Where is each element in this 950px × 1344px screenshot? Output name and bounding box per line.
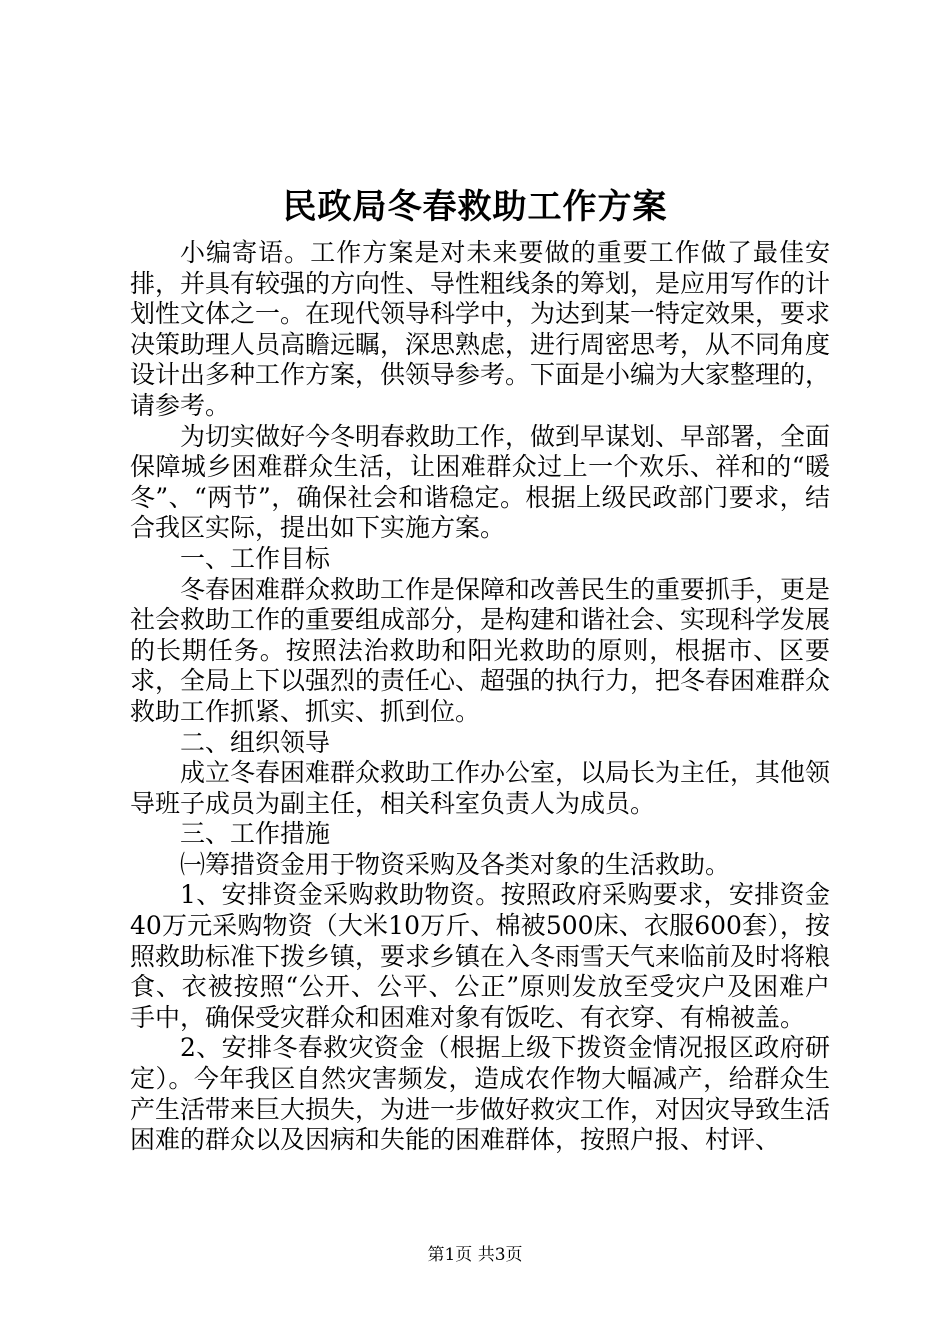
subsection-heading-funds: ㈠筹措资金用于物资采购及各类对象的生活救助。: [180, 849, 731, 879]
document-title: 民政局冬春救助工作方案: [282, 187, 668, 227]
paragraph-measure-2: 2、安排冬春救灾资金（根据上级下拨资金情况报区政府研定）。今年我区自然灾害频发，造成农作物大幅减产，给群众生产生活带来巨大损失，为进一步做好救灾工作，对因灾导致生活困难的群众以及因病和失能的困难群体，按照户报、村评、: [130, 1033, 831, 1155]
paragraph-purpose: 为切实做好今冬明春救助工作，做到早谋划、早部署，全面保障城乡困难群众生活，让困难群众过上一个欢乐、祥和的“暖冬”、“两节”，确保社会和谐稳定。根据上级民政部门要求，结合我区实际，提出如下实施方案。: [130, 421, 831, 543]
paragraph-goals: 冬春困难群众救助工作是保障和改善民生的重要抓手，更是社会救助工作的重要组成部分，是构建和谐社会、实现科学发展的长期任务。按照法治救助和阳光救助的原则，根据市、区要求，全局上下以强烈的责任心、超强的执行力，把冬春困难群众救助工作抓紧、抓实、抓到位。: [130, 574, 831, 726]
section-heading-measures: 三、工作措施: [180, 819, 331, 849]
paragraph-leadership: 成立冬春困难群众救助工作办公室，以局长为主任，其他领导班子成员为副主任，相关科室负责人为成员。: [130, 758, 831, 818]
section-heading-goals: 一、工作目标: [180, 543, 331, 573]
paragraph-measure-1: 1、安排资金采购救助物资。按照政府采购要求，安排资金40万元采购物资（大米10万斤、棉被500床、衣服600套），按照救助标准下拨乡镇，要求乡镇在入冬雨雪天气来临前及时将粮食、衣被按照“公开、公平、公正”原则发放至受灾户及困难户手中，确保受灾群众和困难对象有饭吃、有衣穿、有棉被盖。: [130, 880, 831, 1032]
section-heading-leadership: 二、组织领导: [180, 727, 331, 757]
paragraph-intro: 小编寄语。工作方案是对未来要做的重要工作做了最佳安排，并具有较强的方向性、导性粗线条的筹划，是应用写作的计划性文体之一。在现代领导科学中，为达到某一特定效果，要求决策助理人员高瞻远瞩，深思熟虑，进行周密思考，从不同角度设计出多种工作方案，供领导参考。下面是小编为大家整理的，请参考。: [130, 238, 831, 420]
page-footer: 第1页 共3页: [427, 1245, 523, 1265]
document-body: [130, 238, 830, 1156]
